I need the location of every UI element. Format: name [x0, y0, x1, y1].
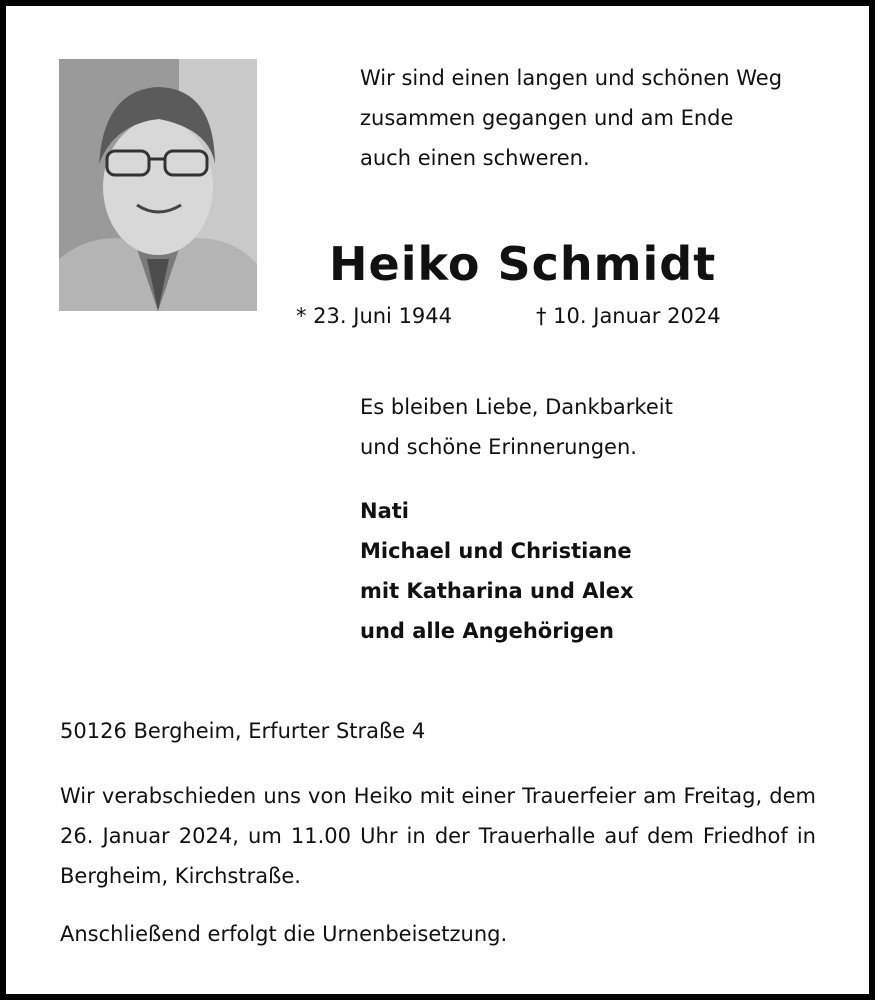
deceased-name: Heiko Schmidt — [329, 237, 717, 291]
closing-words — [360, 387, 673, 467]
closing-line: Es bleiben Liebe, Dankbarkeit — [360, 395, 673, 419]
burial-note: Anschließend erfolgt die Urnenbeisetzung. — [60, 922, 508, 946]
family-line: Michael und Christiane — [360, 539, 632, 563]
address: 50126 Bergheim, Erfurter Straße 4 — [60, 719, 426, 743]
death-date: † 10. Januar 2024 — [536, 304, 721, 328]
verse-line: auch einen schweren. — [360, 146, 590, 170]
service-details: Wir verabschieden uns von Heiko mit einer Trauerfeier am Freitag, dem 26. Januar 2024, um 11.00 Uhr in der Trauerhalle auf dem Friedhof in Bergheim, Kirchstraße. — [60, 784, 816, 888]
verse-line: zusammen gegangen und am Ende — [360, 106, 734, 130]
family-line: und alle Angehörigen — [360, 619, 614, 643]
verse-line: Wir sind einen langen und schönen Weg — [360, 66, 783, 90]
portrait-photo — [59, 59, 257, 311]
verse-block — [360, 58, 782, 178]
birth-date: * 23. Juni 1944 — [296, 304, 453, 328]
closing-line: und schöne Erinnerungen. — [360, 435, 637, 459]
family-signatures — [360, 491, 634, 651]
family-line: Nati — [360, 499, 409, 523]
family-line: mit Katharina und Alex — [360, 579, 634, 603]
